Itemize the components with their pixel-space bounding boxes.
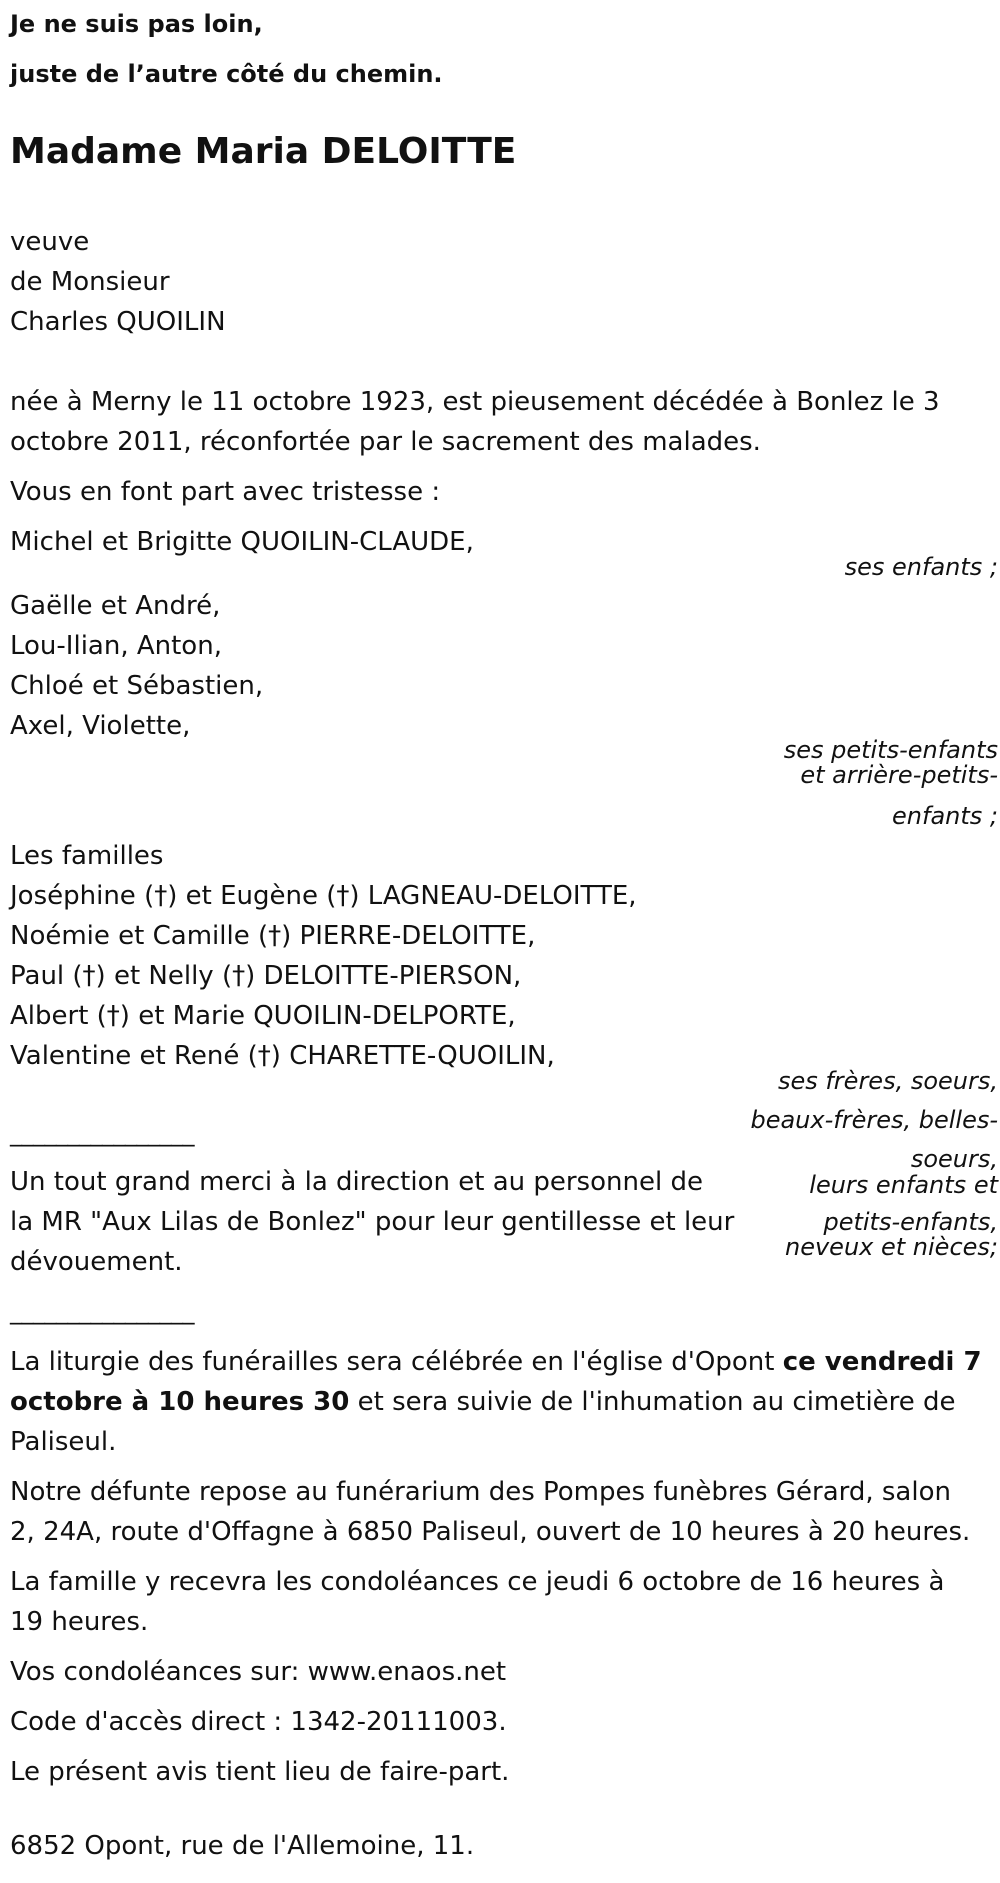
spouse-line-2: de Monsieur <box>10 267 170 297</box>
funeral-intro: La liturgie des funérailles sera célébrée en l'église d'Opont <box>10 1347 783 1377</box>
family-line: Albert (†) et Marie QUOILIN-DELPORTE, <box>10 1001 516 1031</box>
family-line: Noémie et Camille (†) PIERRE-DELOITTE, <box>10 921 536 951</box>
grandchild-line: Axel, Violette, <box>10 711 191 741</box>
families-role-1: ses frères, soeurs, <box>777 1067 998 1095</box>
birth-death-line-2: octobre 2011, réconfortée par le sacrement des malades. <box>10 427 761 457</box>
funeral-rest: et sera suivie de l'inhumation au cimetière de <box>349 1387 956 1417</box>
epigraph-line-1: Je ne suis pas loin, <box>10 10 263 38</box>
families-role-4: leurs enfants et <box>809 1171 998 1199</box>
funeral-date-part-1: ce vendredi 7 <box>782 1347 982 1377</box>
families-role-2: beaux-frères, belles- <box>750 1106 998 1134</box>
separator: ________________ <box>10 1119 194 1147</box>
families-role-5: petits-enfants, <box>823 1208 998 1236</box>
family-line: Valentine et René (†) CHARETTE-QUOILIN, <box>10 1041 555 1071</box>
thanks-line-2: la MR "Aux Lilas de Bonlez" pour leur gentillesse et leur <box>10 1207 735 1237</box>
funeral-date-part-2: octobre à 10 heures 30 <box>10 1387 350 1417</box>
grandchild-line: Lou-Ilian, Anton, <box>10 631 222 661</box>
grandchildren-role-1: ses petits-enfants <box>783 736 998 764</box>
birth-death-line-1: née à Merny le 11 octobre 1923, est pieusement décédée à Bonlez le 3 <box>10 387 940 417</box>
grandchild-line: Gaëlle et André, <box>10 591 221 621</box>
funeral-line-2 <box>10 1382 956 1422</box>
spouse-line-3: Charles QUOILIN <box>10 307 226 337</box>
deceased-name: Madame Maria DELOITTE <box>10 131 517 172</box>
thanks-line-1: Un tout grand merci à la direction et au personnel de <box>10 1167 703 1197</box>
grandchild-line: Chloé et Sébastien, <box>10 671 264 701</box>
families-title: Les familles <box>10 841 164 871</box>
grandchildren-role-3: enfants ; <box>892 802 998 830</box>
condolences-line-1: La famille y recevra les condoléances ce jeudi 6 octobre de 16 heures à <box>10 1567 945 1597</box>
epigraph-line-2: juste de l’autre côté du chemin. <box>10 60 443 88</box>
announce-text: Vous en font part avec tristesse : <box>10 477 441 507</box>
funerarium-line-2: 2, 24A, route d'Offagne à 6850 Paliseul, ouvert de 10 heures à 20 heures. <box>10 1517 971 1547</box>
families-role-6: neveux et nièces; <box>785 1233 998 1261</box>
children-role: ses enfants ; <box>844 553 998 581</box>
notice-text: Le présent avis tient lieu de faire-part. <box>10 1757 510 1787</box>
funerarium-line-1: Notre défunte repose au funérarium des Pompes funèbres Gérard, salon <box>10 1477 951 1507</box>
funeral-line-1 <box>10 1342 982 1382</box>
family-line: Joséphine (†) et Eugène (†) LAGNEAU-DELOITTE, <box>10 881 637 911</box>
families-role-3: soeurs, <box>910 1145 998 1173</box>
condolences-line-2: 19 heures. <box>10 1607 149 1637</box>
thanks-line-3: dévouement. <box>10 1247 183 1277</box>
spouse-line-1: veuve <box>10 227 90 257</box>
grandchildren-role-2: et arrière-petits- <box>800 761 998 789</box>
address: 6852 Opont, rue de l'Allemoine, 11. <box>10 1831 475 1861</box>
separator: ________________ <box>10 1297 194 1325</box>
family-line: Paul (†) et Nelly (†) DELOITTE-PIERSON, <box>10 961 522 991</box>
funeral-line-3: Paliseul. <box>10 1427 117 1457</box>
access-code: Code d'accès direct : 1342-20111003. <box>10 1707 507 1737</box>
children-names: Michel et Brigitte QUOILIN-CLAUDE, <box>10 527 474 557</box>
online-condolences: Vos condoléances sur: www.enaos.net <box>10 1657 507 1687</box>
